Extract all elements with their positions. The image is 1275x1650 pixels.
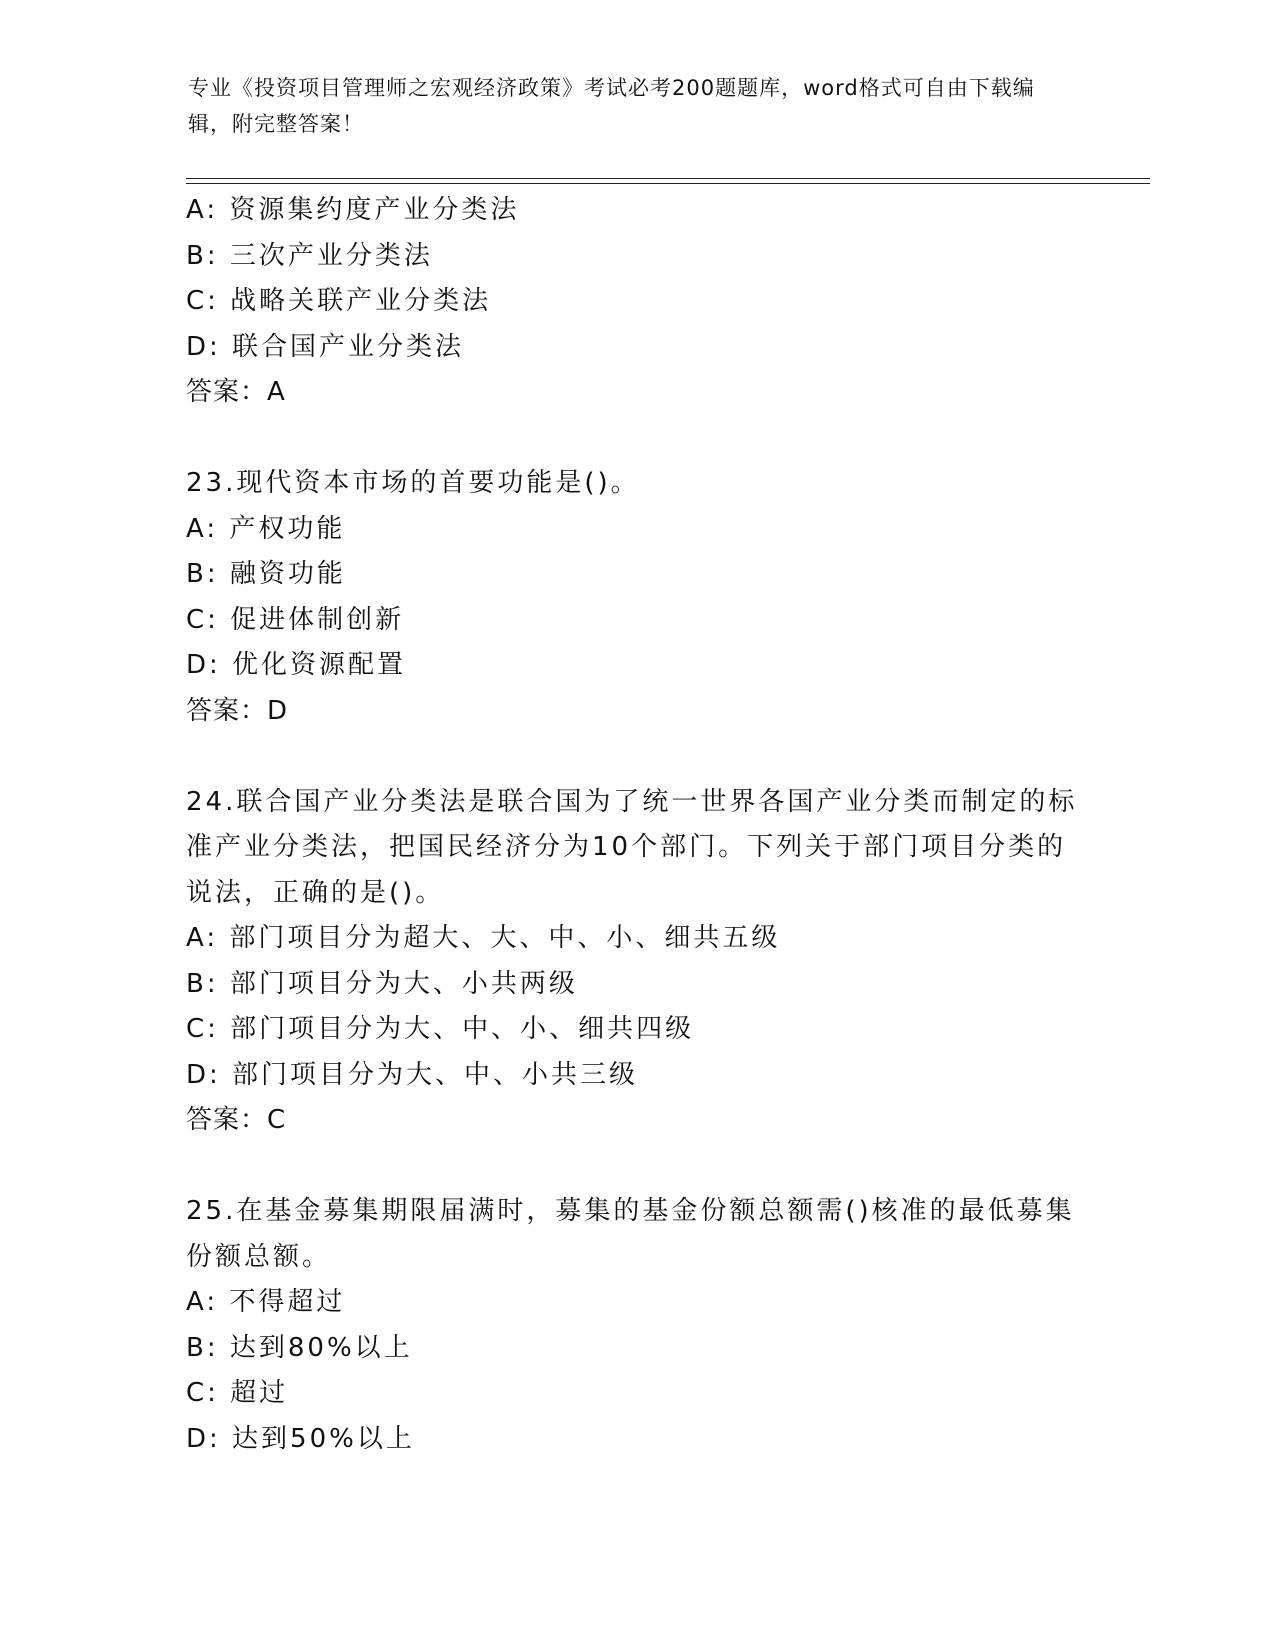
option-d: D: 联合国产业分类法 xyxy=(186,331,465,362)
spacer xyxy=(186,1144,1086,1190)
option-b: B: 三次产业分类法 xyxy=(186,240,433,271)
question-stem-line-1: 24.联合国产业分类法是联合国为了统一世界各国产业分类而制定的标 xyxy=(186,786,1078,817)
header-rule-bottom xyxy=(186,183,1150,184)
option-c: C: 超过 xyxy=(186,1378,289,1408)
question-24 xyxy=(186,780,1086,1144)
option-b: B: 部门项目分为大、小共两级 xyxy=(186,968,578,999)
question-23 xyxy=(186,461,1086,734)
question-stem-line-2: 准产业分类法，把国民经济分为10个部门。下列关于部门项目分类的 xyxy=(186,832,1067,862)
question-stem-line-1: 25.在基金募集期限届满时，募集的基金份额总额需()核准的最低募集 xyxy=(186,1196,1075,1226)
question-stem-line-3: 说法，正确的是()。 xyxy=(186,877,445,908)
answer-label: 答案：D xyxy=(186,695,289,726)
option-a: A: 资源集约度产业分类法 xyxy=(186,195,520,225)
question-22 xyxy=(186,188,1086,416)
option-d: D: 优化资源配置 xyxy=(186,650,407,680)
answer-label: 答案：A xyxy=(186,377,286,407)
question-stem: 23.现代资本市场的首要功能是()。 xyxy=(186,468,640,498)
option-b: B: 达到80%以上 xyxy=(186,1332,413,1363)
option-d: D: 部门项目分为大、中、小共三级 xyxy=(186,1059,639,1090)
spacer xyxy=(186,416,1086,462)
option-a: A: 部门项目分为超大、大、中、小、细共五级 xyxy=(186,923,781,953)
option-c: C: 部门项目分为大、中、小、细共四级 xyxy=(186,1014,695,1044)
option-a: A: 产权功能 xyxy=(186,513,346,544)
option-c: C: 战略关联产业分类法 xyxy=(186,286,492,316)
option-a: A: 不得超过 xyxy=(186,1287,346,1317)
document-header xyxy=(188,70,1068,142)
question-stem-line-2: 份额总额。 xyxy=(186,1241,332,1272)
header-rule-top xyxy=(186,178,1150,179)
option-d: D: 达到50%以上 xyxy=(186,1423,415,1454)
option-b: B: 融资功能 xyxy=(186,559,346,589)
header-title: 专业《投资项目管理师之宏观经济政策》考试必考200题题库，word格式可自由下载编辑，附完整答案！ xyxy=(188,76,1035,136)
question-list xyxy=(186,188,1086,1462)
option-c: C: 促进体制创新 xyxy=(186,604,405,635)
spacer xyxy=(186,734,1086,780)
question-25 xyxy=(186,1189,1086,1462)
answer-label: 答案：C xyxy=(186,1105,287,1135)
